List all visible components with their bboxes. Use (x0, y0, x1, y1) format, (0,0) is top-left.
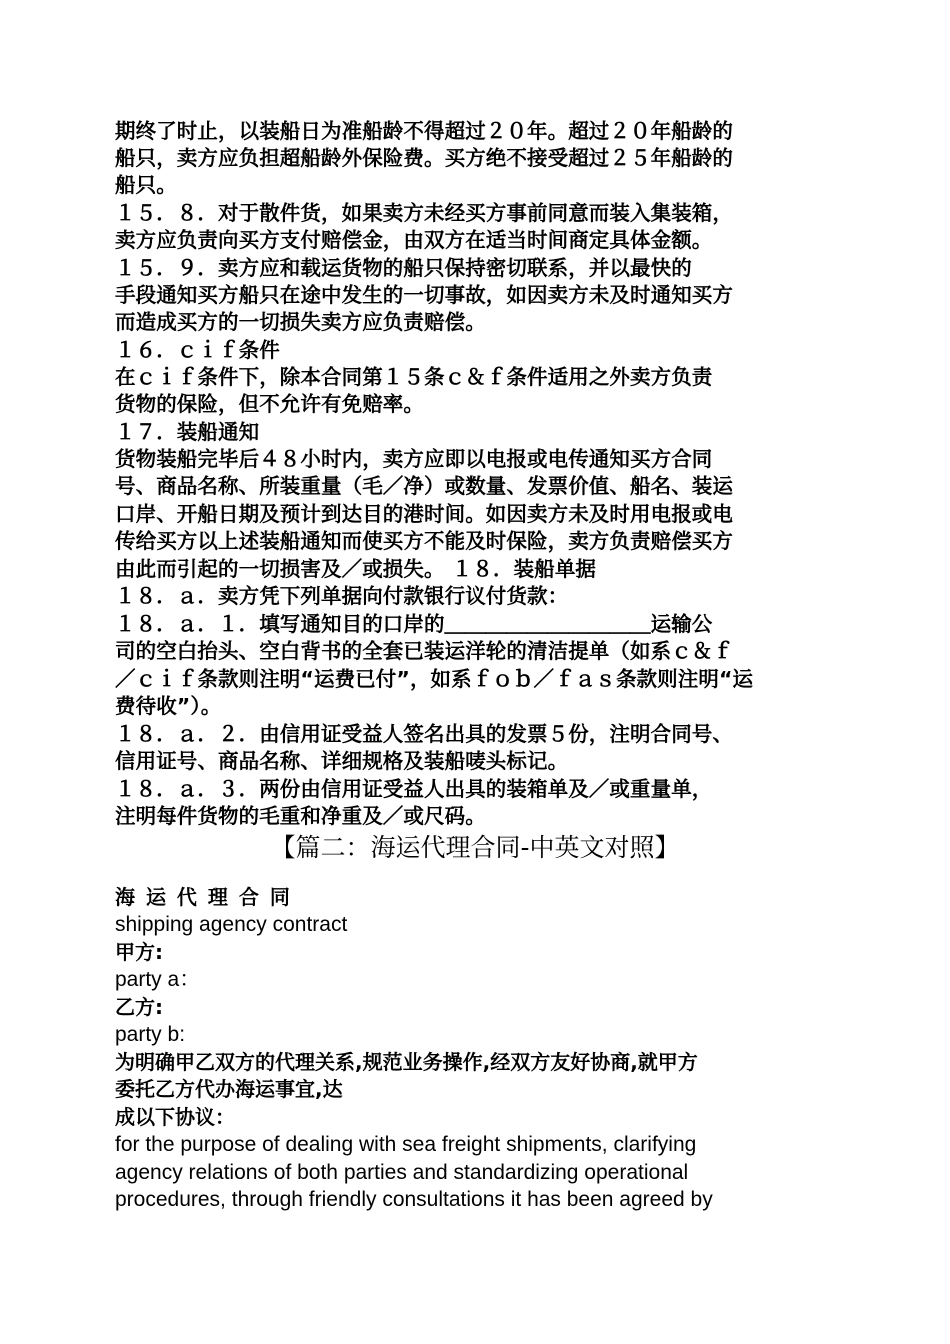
clause-line: 传给买方以上述装船通知而使买方不能及时保险，卖方负责赔偿买方 (115, 529, 733, 553)
party-b-label-en: party b: (115, 1023, 186, 1046)
party-a-label: 甲方: (115, 940, 163, 964)
clause-line: １８．ａ．１．填写通知目的口岸的＿＿＿＿＿＿＿＿＿＿运输公 (115, 612, 713, 636)
clause-line: 货物装船完毕后４８小时内，卖方应即以电报或电传通知买方合同 (115, 447, 713, 471)
clause-line: 货物的保险，但不允许有免赔率。 (115, 392, 424, 416)
clause-line: ／ｃｉｆ条款则注明“运费已付”，如系ｆｏｂ／ｆａｓ条款则注明“运 (115, 667, 754, 691)
clause-line: １８．ａ．３．两份由信用证受益人出具的装箱单及／或重量单， (115, 777, 713, 801)
clause-line: 而造成买方的一切损失卖方应负责赔偿。 (115, 310, 486, 334)
clause-heading: １６．ｃｉｆ条件 (115, 338, 280, 362)
contract-title-en: shipping agency contract (115, 913, 348, 936)
intro-line: 委托乙方代办海运事宜,达 (115, 1077, 343, 1101)
clause-heading: １７．装船通知 (115, 420, 260, 444)
intro-line-en: for the purpose of dealing with sea freight shipments, clarifying (115, 1133, 697, 1156)
clause-line: 由此而引起的一切损害及／或损失。 １８．装船单据 (115, 557, 597, 581)
clause-line: 费待收”）。 (115, 694, 222, 718)
party-a-label-en: party a： (115, 968, 201, 991)
intro-line: 为明确甲乙双方的代理关系,规范业务操作,经双方友好协商,就甲方 (115, 1050, 698, 1074)
clause-line: 司的空白抬头、空白背书的全套已装运洋轮的清洁提单（如系ｃ＆ｆ (115, 639, 733, 663)
clause-line: 在ｃｉｆ条件下，除本合同第１５条ｃ＆ｆ条件适用之外卖方负责 (115, 365, 713, 389)
clause-line: １８．ａ．卖方凭下列单据向付款银行议付货款： (115, 584, 569, 608)
clause-line: 船只，卖方应负担超船龄外保险费。买方绝不接受超过２５年船龄的 (115, 146, 733, 170)
clause-line: １８．ａ．２．由信用证受益人签名出具的发票５份，注明合同号、 (115, 722, 733, 746)
contract-title: 海 运 代 理 合 同 (115, 885, 292, 909)
clause-line: 船只。 (115, 173, 177, 197)
intro-line-en: agency relations of both parties and standardizing operational (115, 1161, 689, 1184)
clause-line: １５．８．对于散件货，如果卖方未经买方事前同意而装入集装箱， (115, 201, 733, 225)
clause-line: 卖方应负责向买方支付赔偿金，由双方在适当时间商定具体金额。 (115, 228, 713, 252)
clause-line: 手段通知买方船只在途中发生的一切事故，如因卖方未及时通知买方 (115, 283, 733, 307)
clause-line: 口岸、开船日期及预计到达目的港时间。如因卖方未及时用电报或电 (115, 502, 733, 526)
clause-line: 信用证号、商品名称、详细规格及装船唛头标记。 (115, 749, 569, 773)
intro-line: 成以下协议： (115, 1105, 235, 1129)
intro-line-en: procedures, through friendly consultations it has been agreed by (115, 1188, 713, 1211)
clause-line: 期终了时止，以装船日为准船龄不得超过２０年。超过２０年船龄的 (115, 119, 733, 143)
party-b-label: 乙方: (115, 995, 163, 1019)
clause-line: 注明每件货物的毛重和净重及／或尺码。 (115, 804, 486, 828)
clause-line: 号、商品名称、所装重量（毛／净）或数量、发票价值、船名、装运 (115, 474, 733, 498)
section-heading: 【篇二：海运代理合同-中英文对照】 (270, 833, 680, 862)
clause-line: １５．９．卖方应和载运货物的船只保持密切联系，并以最快的 (115, 256, 692, 280)
